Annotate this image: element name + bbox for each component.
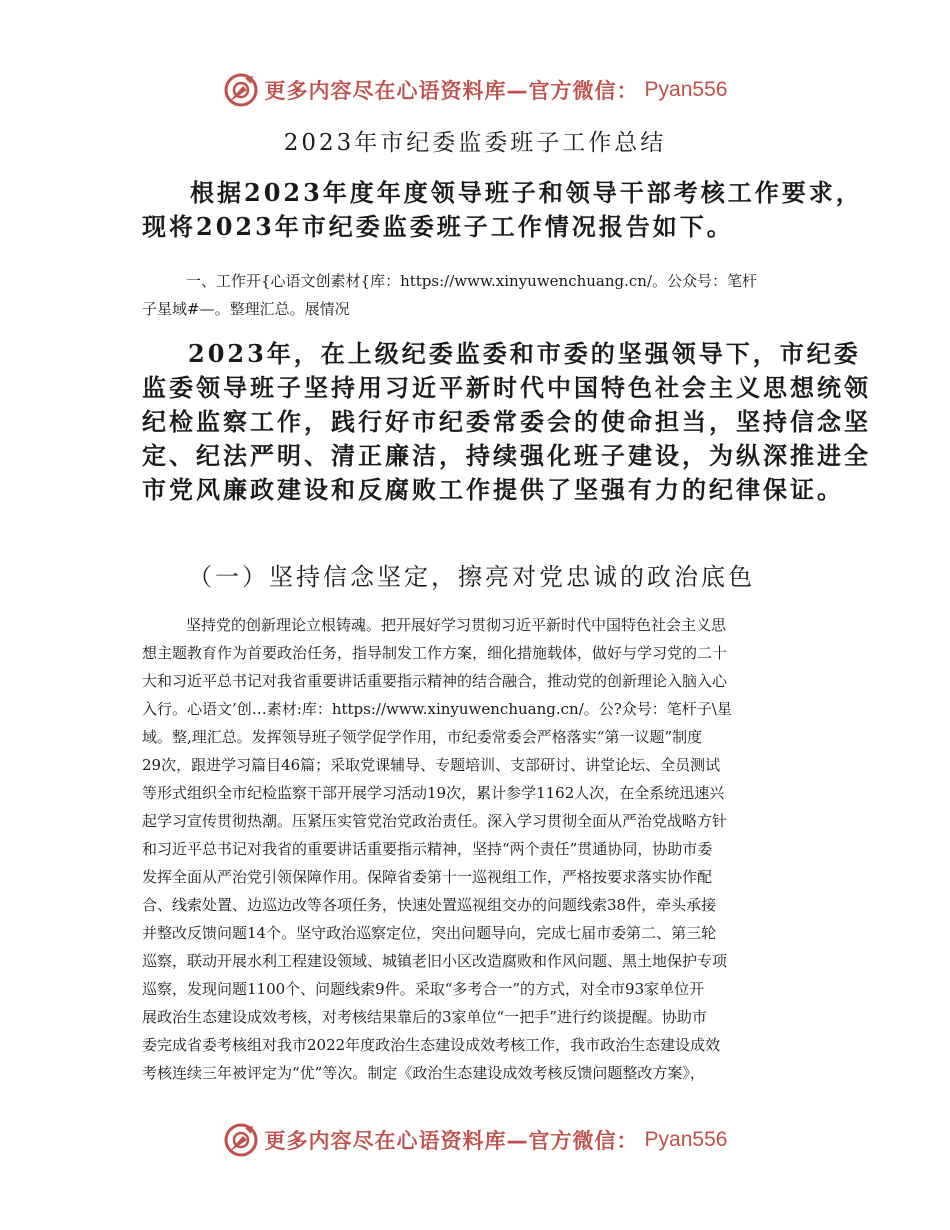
paragraph-line: 大和习近平总书记对我省重要讲话重要指示精神的结合融合，推动党的创新理论入脑入心 <box>142 672 728 690</box>
banner-wechat-id: Pyan556 <box>644 78 728 101</box>
section-heading <box>142 267 812 323</box>
document-title: 2023年市纪委监委班子工作总结 <box>283 130 667 156</box>
banner-text: 更多内容尽在心语资料库—官方微信： <box>264 1129 639 1153</box>
paragraph-line: 巡察，发现问题1100个、问题线索9件。采取“多考合一”的方式，对全市93家单位开 <box>142 980 705 998</box>
brand-logo-icon <box>223 72 259 108</box>
header-banner <box>0 68 950 112</box>
banner-wechat-id: Pyan556 <box>644 1128 728 1151</box>
paragraph-line: 想主题教育作为首要政治任务，指导制发工作方案，细化措施载体，做好与学习党的二十 <box>142 644 728 662</box>
section-line: 一、工作开{心语文创素材{库：https://www.xinyuwenchuang.cn/。公众号：笔杆 <box>186 272 758 290</box>
footer-banner <box>0 1118 950 1162</box>
paragraph-line: 入行。心语文’创…素材:库：https://www.xinyuwenchuang.cn/。公?众号：笔杆子\星 <box>142 700 732 718</box>
paragraph-line: 定、纪法严明、清正廉洁，持续强化班子建设，为纵深推进全 <box>142 441 871 470</box>
subheading: （一）坚持信念坚定，擦亮对党忠诚的政治底色 <box>188 563 755 591</box>
intro-line: 现将2023年市纪委监委班子工作情况报告如下。 <box>142 212 734 241</box>
body-paragraph <box>142 611 812 1087</box>
paragraph-line: 委完成省委考核组对我市2022年度政治生态建设成效考核工作，我市政治生态建设成效 <box>142 1036 721 1054</box>
paragraph-line: 2023年，在上级纪委监委和市委的坚强领导下，市纪委 <box>188 339 861 368</box>
paragraph-line: 市党风廉政建设和反腐败工作提供了坚强有力的纪律保证。 <box>142 475 844 504</box>
paragraph-line: 域。整,理汇总。发挥领导班子领学促学作用，市纪委常委会严格落实“第一议题”制度 <box>142 728 703 746</box>
paragraph-line: 监委领导班子坚持用习近平新时代中国特色社会主义思想统领 <box>142 373 871 402</box>
paragraph-line: 考核连续三年被评定为“优”等次。制定《政治生态建设成效考核反馈问题整改方案》， <box>142 1064 705 1082</box>
paragraph-line: 坚持党的创新理论立根铸魂。把开展好学习贯彻习近平新时代中国特色社会主义思 <box>186 616 727 634</box>
paragraph-line: 并整改反馈问题14个。坚守政治巡察定位，突出问题导向，完成七届市委第二、第三轮 <box>142 924 717 942</box>
section-line: 子星域#—。整理汇总。展情况 <box>142 300 350 318</box>
paragraph-line: 和习近平总书记对我省的重要讲话重要指示精神，坚持“两个责任”贯通协同，协助市委 <box>142 840 713 858</box>
paragraph-line: 29次，跟进学习篇目46篇；采取党课辅导、专题培训、支部研讨、讲堂论坛、全员测试 <box>142 756 721 774</box>
paragraph-line: 合、线索处置、边巡边改等各项任务，快速处置巡视组交办的问题线索38件，牵头承接 <box>142 896 717 914</box>
paragraph-line: 发挥全面从严治党引领保障作用。保障省委第十一巡视组工作，严格按要求落实协作配 <box>142 868 713 886</box>
banner-text: 更多内容尽在心语资料库—官方微信： <box>264 79 639 103</box>
summary-paragraph <box>142 337 871 507</box>
paragraph-line: 纪检监察工作，践行好市纪委常委会的使命担当，坚持信念坚 <box>142 407 871 436</box>
brand-logo-icon <box>223 1122 259 1158</box>
paragraph-line: 起学习宣传贯彻热潮。压紧压实管党治党政治责任。深入学习贯彻全面从严治党战略方针 <box>142 812 728 830</box>
paragraph-line: 展政治生态建设成效考核，对考核结果靠后的3家单位“一把手”进行约谈提醒。协助市 <box>142 1008 707 1026</box>
paragraph-line: 等形式组织全市纪检监察干部开展学习活动19次，累计参学1162人次，在全系统迅速兴 <box>142 784 725 802</box>
intro-line: 根据2023年度年度领导班子和领导干部考核工作要求， <box>190 178 863 207</box>
paragraph-line: 巡察，联动开展水利工程建设领域、城镇老旧小区改造腐败和作风问题、黑土地保护专项 <box>142 952 728 970</box>
intro-paragraph <box>142 176 863 244</box>
